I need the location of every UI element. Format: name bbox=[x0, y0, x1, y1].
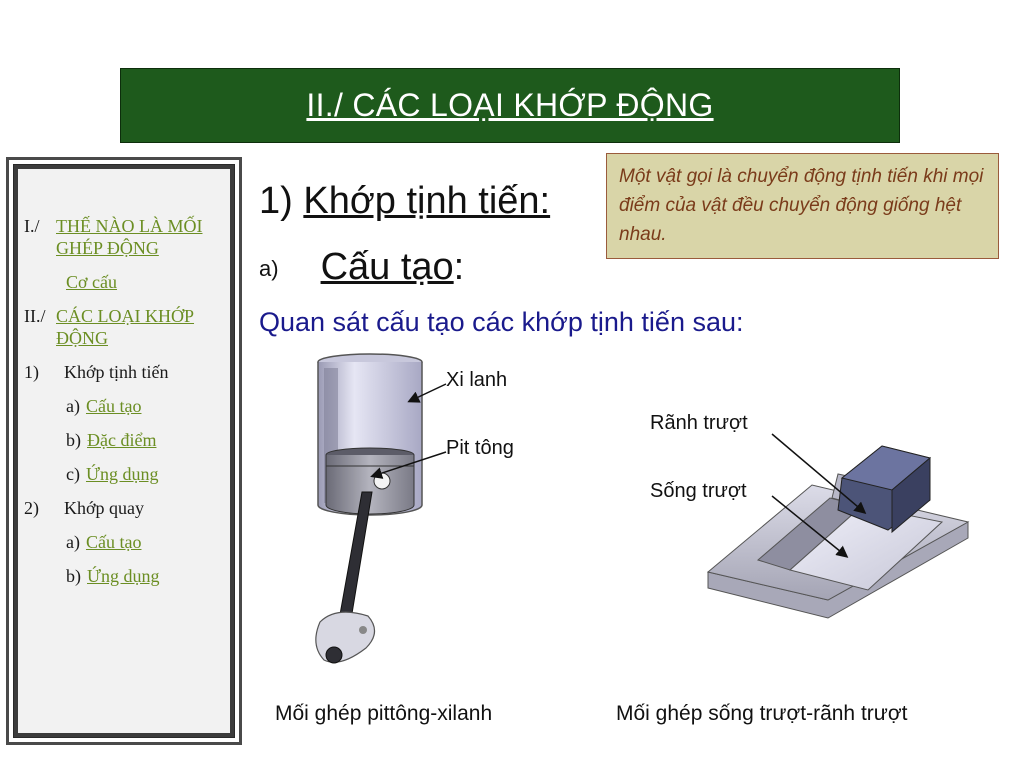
label-cylinder: Xi lanh bbox=[446, 369, 508, 391]
toc-number: I./ bbox=[24, 216, 40, 236]
toc-number: 2) bbox=[24, 498, 39, 518]
section-title: Khớp tịnh tiến: bbox=[303, 180, 551, 222]
toc-link-joint-types[interactable]: CÁC LOẠI KHỚP ĐỘNG bbox=[56, 306, 195, 348]
toc-number: b) bbox=[66, 566, 81, 586]
toc-number: b) bbox=[66, 430, 81, 450]
subsection-title: Cấu tạo bbox=[320, 246, 454, 288]
label-rail: Sống trượt bbox=[650, 480, 747, 502]
toc-link-co-cau[interactable]: Cơ cấu bbox=[66, 272, 118, 292]
label-piston: Pit tông bbox=[446, 437, 514, 459]
toc-link-applications-2[interactable]: Ứng dụng bbox=[87, 566, 160, 586]
caption-piston-cylinder: Mối ghép pittông-xilanh bbox=[275, 702, 493, 725]
toc-link-mechanism-definition[interactable]: THẾ NÀO LÀ MỐI GHÉP ĐỘNG bbox=[56, 216, 203, 258]
page-title: II./ CÁC LOẠI KHỚP ĐỘNG bbox=[306, 87, 714, 123]
definition-note: Một vật gọi là chuyển động tịnh tiến khi mọi điểm của vật đều chuyển động giống hệt nhau. bbox=[606, 153, 999, 259]
toc-number: a) bbox=[66, 532, 80, 552]
toc-text-revolute-joint: Khớp quay bbox=[64, 498, 145, 518]
caption-slide-rail: Mối ghép sống trượt-rãnh trượt bbox=[616, 702, 908, 725]
toc-number: c) bbox=[66, 464, 80, 484]
section-number: 1) bbox=[259, 180, 293, 222]
toc-link-structure-1[interactable]: Cấu tạo bbox=[85, 396, 142, 416]
toc-link-structure-2[interactable]: Cấu tạo bbox=[85, 532, 142, 552]
toc-text-prismatic-joint: Khớp tịnh tiến bbox=[64, 362, 169, 382]
intro-text: Quan sát cấu tạo các khớp tịnh tiến sau: bbox=[259, 307, 744, 337]
slide-rail-illustration bbox=[708, 446, 968, 618]
subsection-number: a) bbox=[259, 255, 279, 281]
toc-link-features[interactable]: Đặc điểm bbox=[87, 430, 157, 450]
toc-number: a) bbox=[66, 396, 80, 416]
subsection-colon: : bbox=[453, 246, 465, 288]
piston-cylinder-illustration bbox=[316, 354, 422, 663]
toc-link-applications-1[interactable]: Ứng dụng bbox=[85, 464, 159, 484]
toc-number: II./ bbox=[24, 306, 46, 326]
label-groove: Rãnh trượt bbox=[650, 412, 748, 434]
toc-number: 1) bbox=[24, 362, 39, 382]
